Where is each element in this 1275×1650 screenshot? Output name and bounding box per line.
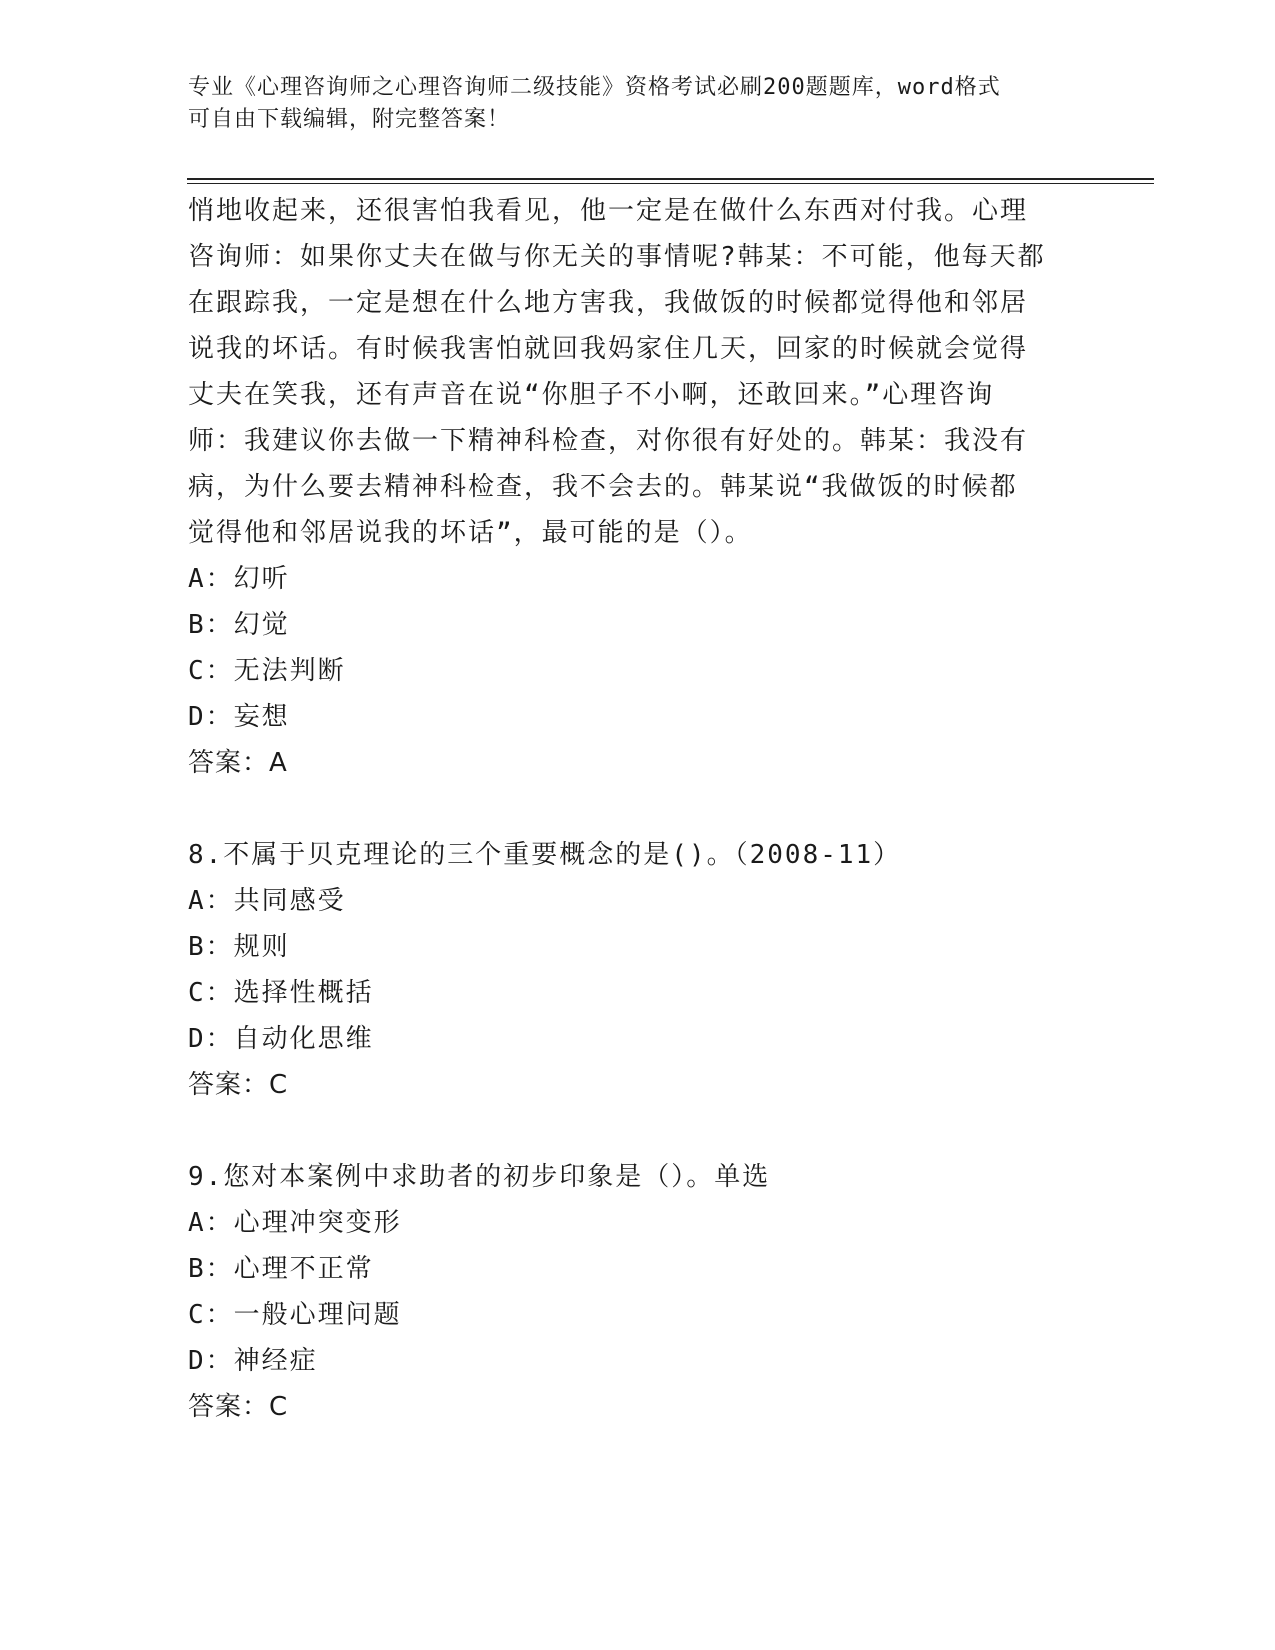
option-a: A：共同感受 bbox=[188, 886, 346, 916]
answer-line: 答案：C bbox=[188, 1392, 289, 1422]
header-line-2: 可自由下载编辑，附完整答案！ bbox=[188, 107, 511, 132]
header-divider-thin bbox=[187, 183, 1154, 184]
option-c: C：选择性概括 bbox=[188, 978, 374, 1008]
document-body bbox=[188, 188, 1088, 1430]
option-b: B：规则 bbox=[188, 932, 290, 962]
option-d: D：神经症 bbox=[188, 1346, 318, 1376]
option-d: D：妄想 bbox=[188, 702, 290, 732]
option-b: B：幻觉 bbox=[188, 610, 290, 640]
question-stem: 8.不属于贝克理论的三个重要概念的是()。（2008-11） bbox=[188, 840, 902, 870]
header-divider-thick bbox=[187, 178, 1154, 180]
question-stem-line: 觉得他和邻居说我的坏话”，最可能的是（）。 bbox=[188, 518, 753, 548]
option-b: B：心理不正常 bbox=[188, 1254, 374, 1284]
question-stem-line: 说我的坏话。有时候我害怕就回我妈家住几天，回家的时候就会觉得 bbox=[188, 334, 1029, 364]
option-d: D：自动化思维 bbox=[188, 1024, 374, 1054]
question-gap bbox=[188, 1108, 1088, 1154]
option-c: C：无法判断 bbox=[188, 656, 346, 686]
question-9 bbox=[188, 1154, 1088, 1430]
answer-line: 答案：A bbox=[188, 748, 288, 778]
option-c: C：一般心理问题 bbox=[188, 1300, 402, 1330]
question-stem-line: 丈夫在笑我，还有声音在说“你胆子不小啊，还敢回来。”心理咨询 bbox=[188, 380, 995, 410]
question-stem-line: 师：我建议你去做一下精神科检查，对你很有好处的。韩某：我没有 bbox=[188, 426, 1029, 456]
header-line-1: 专业《心理咨询师之心理咨询师二级技能》资格考试必刷200题题库，word格式 bbox=[188, 75, 1001, 100]
question-stem: 9.您对本案例中求助者的初步印象是（）。单选 bbox=[188, 1162, 771, 1192]
question-stem-line: 在跟踪我，一定是想在什么地方害我，我做饭的时候都觉得他和邻居 bbox=[188, 288, 1029, 318]
question-8 bbox=[188, 832, 1088, 1108]
answer-line: 答案：C bbox=[188, 1070, 289, 1100]
question-gap bbox=[188, 786, 1088, 832]
option-a: A：幻听 bbox=[188, 564, 290, 594]
option-a: A：心理冲突变形 bbox=[188, 1208, 402, 1238]
question-stem-line: 病，为什么要去精神科检查，我不会去的。韩某说“我做饭的时候都 bbox=[188, 472, 1018, 502]
page-header bbox=[188, 72, 1088, 136]
question-stem-line: 咨询师：如果你丈夫在做与你无关的事情呢?韩某：不可能，他每天都 bbox=[188, 242, 1046, 272]
question-stem-line: 悄地收起来，还很害怕我看见，他一定是在做什么东西对付我。心理 bbox=[188, 196, 1029, 226]
question-7 bbox=[188, 188, 1088, 786]
